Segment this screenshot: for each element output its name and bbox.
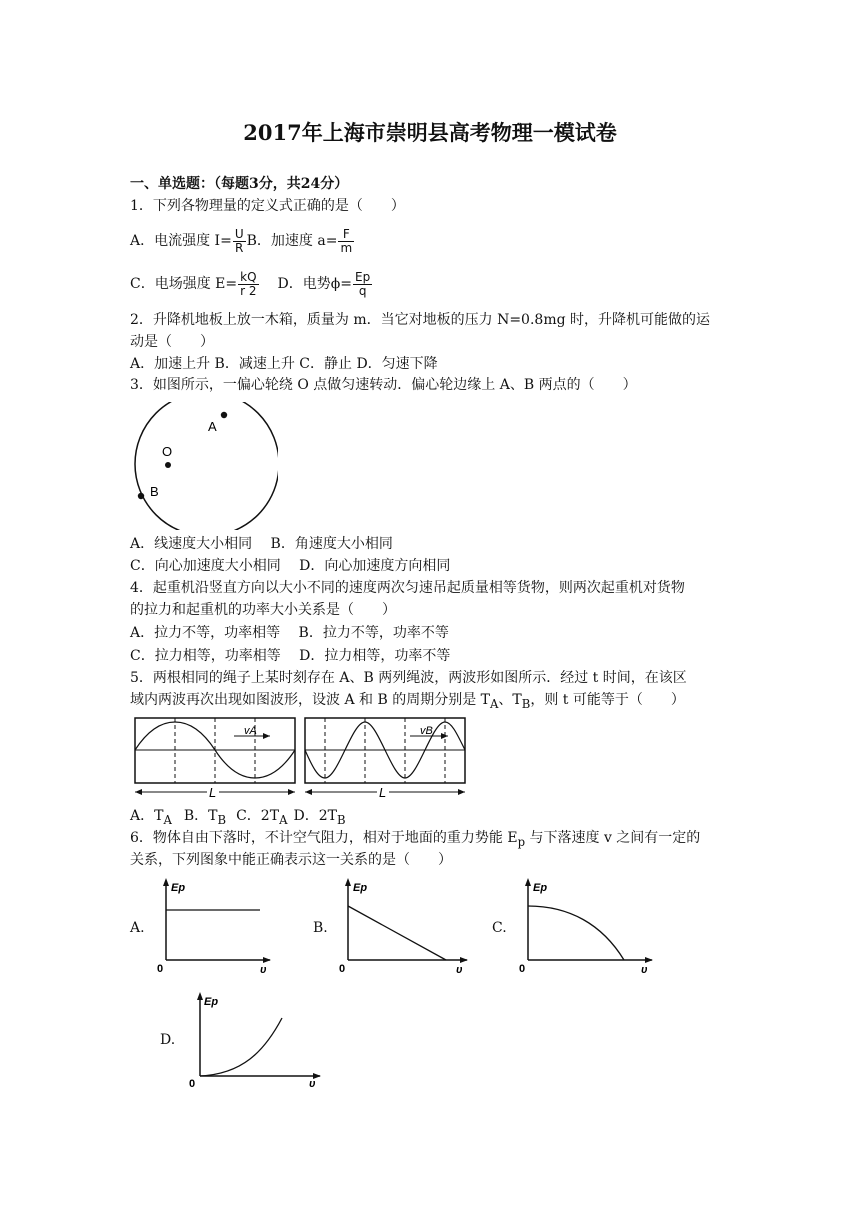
eccentric-wheel-figure <box>128 402 278 530</box>
q4-options-line2: C．拉力相等，功率相等 D．拉力相等，功率不等 <box>130 648 451 664</box>
fraction-numerator: Ep <box>355 269 371 284</box>
fraction-numerator: F <box>338 228 354 242</box>
q1-options-cd <box>130 268 373 300</box>
graph-b-x-label: υ <box>456 964 463 976</box>
graph-b-y-label: Ep <box>353 882 368 894</box>
label-b: B <box>150 484 159 499</box>
graph-c-origin: 0 <box>519 963 526 975</box>
q1-option-c-prefix: C．电场强度 E= <box>130 276 238 292</box>
wave-a-panel <box>135 718 295 800</box>
q5-option-c-sub: A <box>279 812 288 827</box>
q5-stem-line1: 5．两根相同的绳子上某时刻存在 A、B 两列绳波，两波形如图所示．经过 t 时间，在该区 <box>130 670 687 686</box>
wave-b-panel <box>305 718 465 800</box>
fraction-denominator: q <box>358 283 367 298</box>
page-title: 2017年上海市崇明县高考物理一模试卷 <box>243 120 617 145</box>
point-a-dot <box>221 412 227 418</box>
q1-option-c-fraction <box>238 271 258 298</box>
q2-stem-line1: 2．升降机地板上放一木箱，质量为 m．当它对地板的压力 N=0.8mg 时，升降机可能做的运 <box>130 312 711 328</box>
graph-c-y-label: Ep <box>533 882 548 894</box>
q6-stem1-pre: 6．物体自由下落时，不计空气阻力，相对于地面的重力势能 E <box>130 830 518 846</box>
label-o: O <box>162 444 173 459</box>
q1-option-d-fraction <box>353 271 372 298</box>
q1-option-a-prefix: A．电流强度 I= <box>130 233 232 249</box>
wave-a-length-label: L <box>209 785 217 800</box>
graph-c-curve <box>528 906 624 960</box>
q5-option-d-sub: B <box>336 812 346 827</box>
wheel-circle <box>135 402 278 530</box>
q6-option-b-label: B. <box>313 920 328 936</box>
graph-d-x-label: υ <box>309 1078 316 1088</box>
q4-stem-line1: 4．起重机沿竖直方向以大小不同的速度两次匀速吊起质量相等货物，则两次起重机对货物 <box>130 580 685 596</box>
q6-stem1-sub: p <box>517 834 526 849</box>
fraction-numerator: U <box>234 226 244 241</box>
fraction-denominator: R <box>235 240 244 255</box>
graph-d-y-label: Ep <box>204 996 219 1008</box>
q1-options-ab <box>130 225 355 257</box>
q5-options <box>130 806 346 830</box>
q6-stem1-post: 与下落速度 v 之间有一定的 <box>525 830 701 846</box>
graph-a-x-label: υ <box>260 964 267 976</box>
q6-graph-d <box>182 988 322 1088</box>
q5-stem2-pre: 域内两波再次出现如图波形，设波 A 和 B 的周期分别是 T <box>130 692 490 708</box>
q1-option-a-fraction <box>233 228 246 255</box>
fraction-denominator: r 2 <box>240 283 257 298</box>
q6-option-c-label: C. <box>492 920 507 936</box>
q3-stem: 3．如图所示，一偏心轮绕 O 点做匀速转动．偏心轮边缘上 A、B 两点的（ ） <box>130 377 637 393</box>
rope-wave-figure <box>130 716 470 802</box>
q6-graph-c <box>514 876 654 976</box>
q6-option-d-label: D. <box>160 1032 176 1048</box>
wave-b-length-label: L <box>379 785 387 800</box>
wave-b-velocity-label: vB <box>420 725 433 737</box>
graph-c-x-label: υ <box>641 964 648 976</box>
q5-option-a: A．T <box>130 808 164 824</box>
q4-options-line1: A．拉力不等，功率相等 B．拉力不等，功率不等 <box>130 625 449 641</box>
q6-stem-line1 <box>130 828 700 852</box>
q3-options-line2: C．向心加速度大小相同 D．向心加速度方向相同 <box>130 558 451 574</box>
q2-stem-line2: 动是（ ） <box>130 334 214 350</box>
graph-d-origin: 0 <box>189 1078 196 1088</box>
fraction-denominator: m <box>340 240 353 255</box>
q5-stem-line2 <box>130 690 685 714</box>
q5-stem2-sub-a: A <box>490 696 499 711</box>
q6-option-a-label: A. <box>130 920 145 936</box>
graph-a-origin: 0 <box>157 963 164 975</box>
graph-d-curve <box>200 1018 282 1076</box>
q5-option-b: B．T <box>183 808 218 824</box>
q5-option-b-sub: B <box>217 812 227 827</box>
graph-b-curve <box>348 906 446 960</box>
wave-a-velocity-label: vA <box>244 725 257 737</box>
q6-graph-b <box>334 876 469 976</box>
q5-stem2-post: ，则 t 可能等于（ ） <box>530 692 685 708</box>
section-heading: 一、单选题：（每题3分，共24分） <box>130 176 349 192</box>
q4-stem-line2: 的拉力和起重机的功率大小关系是（ ） <box>130 602 396 618</box>
point-b-dot <box>138 493 144 499</box>
label-a: A <box>208 419 217 434</box>
q5-stem2-sep: 、T <box>498 692 522 708</box>
q5-stem2-sub-b: B <box>521 696 531 711</box>
q5-option-d: D．2T <box>293 808 337 824</box>
q3-options-line1: A．线速度大小相同 B．角速度大小相同 <box>130 536 393 552</box>
q1-option-b-prefix: B．加速度 a= <box>246 233 338 249</box>
graph-a-y-label: Ep <box>171 882 186 894</box>
q1-option-d-prefix: D．电势ϕ= <box>277 276 353 292</box>
q1-stem: 1．下列各物理量的定义式正确的是（ ） <box>130 198 405 214</box>
q6-stem-line2: 关系，下列图象中能正确表示这一关系的是（ ） <box>130 852 452 868</box>
fraction-numerator: kQ <box>240 269 257 284</box>
q5-option-c: C．2T <box>236 808 280 824</box>
point-o-dot <box>165 462 171 468</box>
q6-graph-a <box>152 876 272 976</box>
q2-options: A．加速上升 B．减速上升 C．静止 D．匀速下降 <box>130 356 438 372</box>
graph-b-origin: 0 <box>339 963 346 975</box>
q5-option-a-sub: A <box>163 812 172 827</box>
q1-option-b-fraction <box>338 228 354 255</box>
